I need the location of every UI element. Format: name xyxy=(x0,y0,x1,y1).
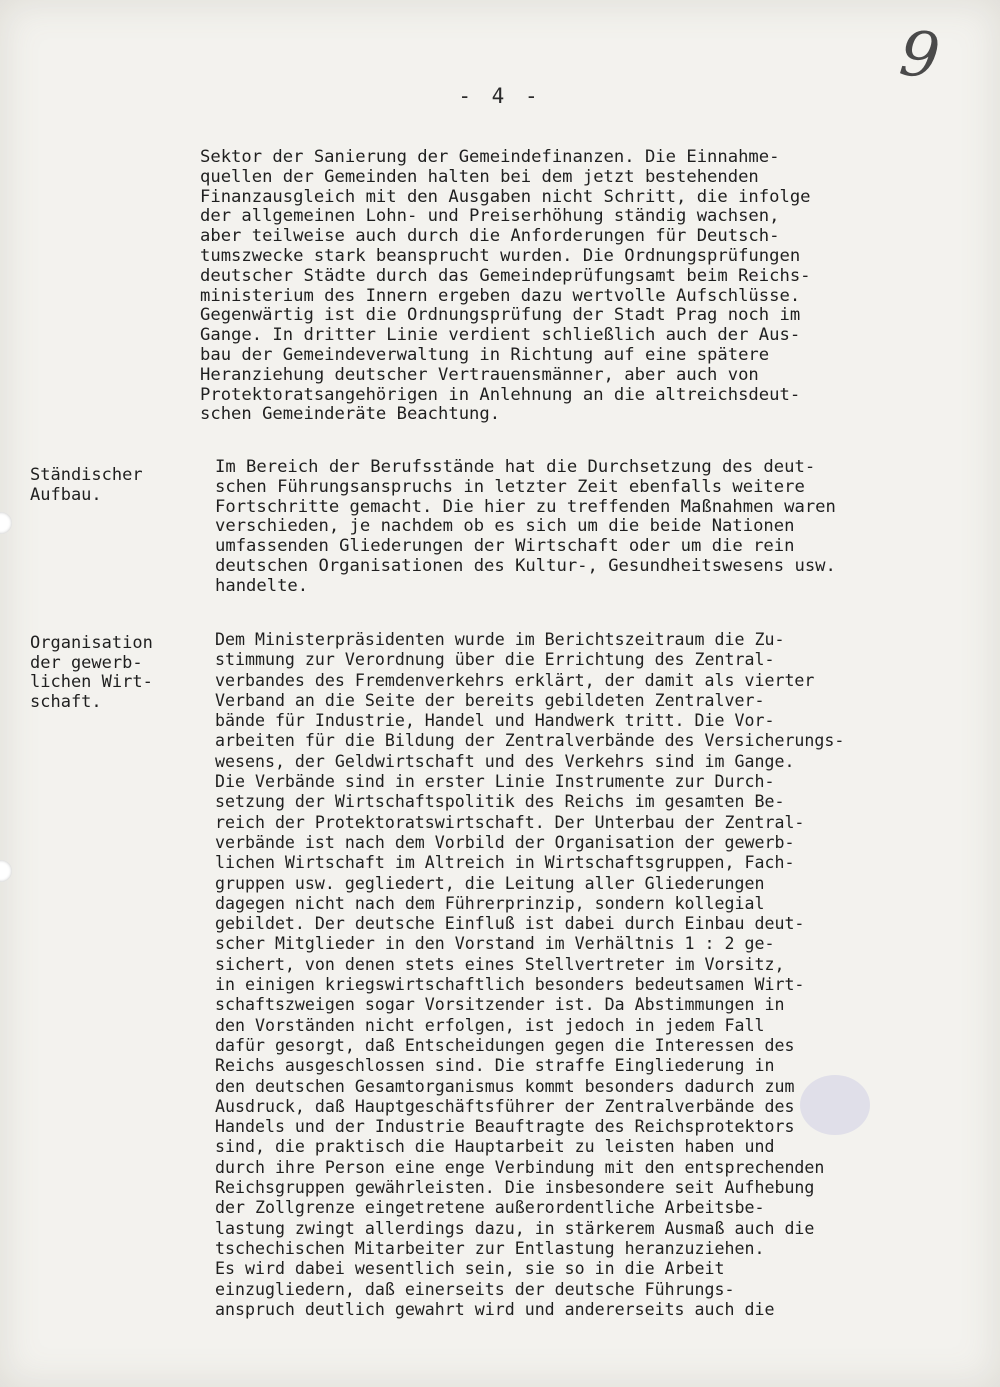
archive-number: 9 xyxy=(896,16,944,93)
page-number: - 4 - xyxy=(458,84,542,108)
paragraph-berufsstaende: Im Bereich der Berufsstände hat die Durchsetzung des deut- schen Führungsanspruchs in letzter Zeit ebenfalls weitere Fortschritte gemacht. Die hier zu treffenden Maßnahmen waren verschieden, je nachdem ob es sich um die beide Nationen umfassenden Gliederungen der Wirtschaft oder um die rein deutschen Organisationen des Kultur-, Gesundheitswesens usw. handelte. xyxy=(215,457,836,596)
margin-heading-organisation-gewerbliche-wirtschaft: Organisation der gewerb- lichen Wirt- schaft. xyxy=(30,633,153,712)
margin-heading-staendischer-aufbau: Ständischer Aufbau. xyxy=(30,465,143,505)
punch-hole xyxy=(0,860,12,882)
paragraph-zentralverbaende: Dem Ministerpräsidenten wurde im Berichtszeitraum die Zu- stimmung zur Verordnung über die Errichtung des Zentral- verbandes des Fremdenverkehrs erklärt, der damit als vierter Verband an die Seite der bereits gebildeten Zentralver- bände für Industrie, Handel und Handwerk tritt. Die Vor- arbeiten für die Bildung der Zentralverbände des Versicherungs- wesens, der Geldwirtschaft und des Verkehrs sind im Gange. Die Verbände sind in erster Linie Instrumente zur Durch- setzung der Wirtschaftspolitik des Reichs im gesamten Be- reich der Protektoratswirtschaft. Der Unterbau der Zentral- verbände ist nach dem Vorbild der Organisation der gewerb- lichen Wirtschaft im Altreich in Wirtschaftsgruppen, Fach- gruppen usw. gegliedert, die Leitung aller Gliederungen dagegen nicht nach dem Führerprinzip, sondern kollegial gebildet. Der deutsche Einfluß ist dabei durch Einbau deut- scher Mitglieder in den Vorstand im Verhältnis 1 : 2 ge- sichert, von denen stets eines Stellvertreter im Vorsitz, in einigen kriegswirtschaftlich besonders bedeutsamen Wirt- schaftszweigen sogar Vorsitzender ist. Da Abstimmungen in den Vorständen nicht erfolgen, ist jedoch in jedem Fall dafür gesorgt, daß Entscheidungen gegen die Interessen des Reichs ausgeschlossen sind. Die straffe Eingliederung in den deutschen Gesamtorganismus kommt besonders dadurch zum Ausdruck, daß Hauptgeschäftsführer der Zentralverbände des Handels und der Industrie Beauftragte des Reichsprotektors sind, die praktisch die Hauptarbeit zu leisten haben und durch ihre Person eine enge Verbindung mit den entsprechenden Reichsgruppen gewährleisten. Die insbesondere seit Aufhebung der Zollgrenze eingetretene außerordentliche Arbeitsbe- lastung zwingt allerdings dazu, in stärkerem Ausmaß auch die tschechischen Mitarbeiter zur Entlastung heranzuziehen. Es wird dabei wesentlich sein, sie so in die Arbeit einzugliedern, daß einerseits der deutsche Führungs- anspruch deutlich gewahrt wird und andererseits auch die xyxy=(215,630,845,1319)
paragraph-gemeindefinanzen: Sektor der Sanierung der Gemeindefinanzen. Die Einnahme- quellen der Gemeinden halten bei dem jetzt bestehenden Finanzausgleich mit den Ausgaben nicht Schritt, die infolge der allgemeinen Lohn- und Preiserhöhung ständig wachsen, aber teilweise auch durch die Anforderungen für Deutsch- tumszwecke stark beansprucht wurden. Die Ordnungsprüfungen deutscher Städte durch das Gemeindeprüfungsamt beim Reichs- ministerium des Innern ergeben dazu wertvolle Aufschlüsse. Gegenwärtig ist die Ordnungsprüfung der Stadt Prag noch im Gange. In dritter Linie verdient schließlich auch der Aus- bau der Gemeindeverwaltung in Richtung auf eine spätere Heranziehung deutscher Vertrauensmänner, aber auch von Protektoratsangehörigen in Anlehnung an die altreichsdeut- schen Gemeinderäte Beachtung. xyxy=(200,147,811,425)
ink-stamp-mark xyxy=(800,1075,870,1135)
punch-hole xyxy=(0,512,12,534)
